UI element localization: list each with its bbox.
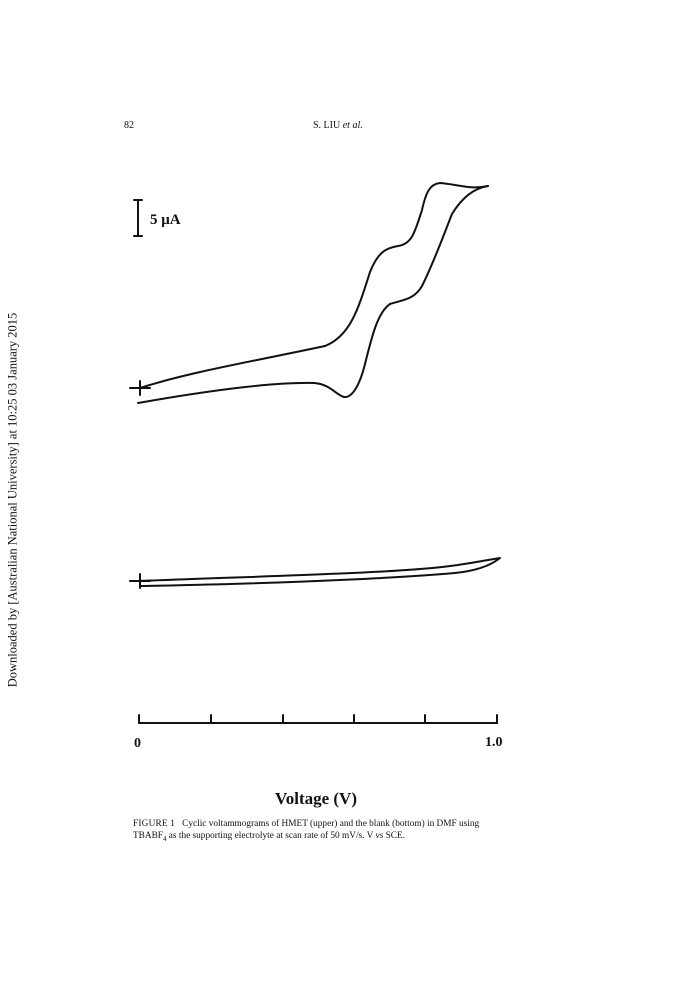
- figure-caption: [133, 818, 573, 845]
- x-tick-label-end: 1.0: [485, 735, 503, 750]
- caption-vs: vs: [375, 831, 384, 841]
- upper-trace-reverse-scan: [138, 186, 488, 403]
- bottom-trace-loop: [140, 558, 500, 586]
- bottom-trace: [130, 558, 500, 588]
- caption-text-line-1: Cyclic voltammograms of HMET (upper) and the blank (bottom) in DMF using: [182, 819, 480, 829]
- download-watermark-text: Downloaded by [Australian National University] at 10:25 03 January 2015: [5, 312, 20, 688]
- page-number: 82: [124, 120, 134, 131]
- current-scale-bar: [134, 200, 142, 236]
- caption-label: FIGURE 1: [133, 819, 176, 829]
- scale-bar-label: 5 μA: [150, 212, 181, 228]
- caption-line-2: [133, 830, 573, 845]
- running-title-authors: S. LIU: [313, 120, 341, 131]
- x-tick-label-start: 0: [134, 736, 141, 751]
- upper-trace: [130, 183, 488, 403]
- running-title-suffix: et al.: [342, 120, 363, 131]
- caption-electrolyte-subscript: 4: [162, 834, 167, 843]
- caption-line-1: [133, 818, 573, 830]
- upper-trace-forward-scan: [140, 183, 488, 388]
- x-axis-label: Voltage (V): [275, 789, 357, 808]
- caption-electrolyte: TBABF: [133, 831, 163, 841]
- caption-text-line-2: as the supporting electrolyte at scan rate of 50 mV/s. V: [166, 831, 376, 841]
- caption-reference: SCE.: [383, 831, 405, 841]
- voltage-axis: [139, 715, 497, 723]
